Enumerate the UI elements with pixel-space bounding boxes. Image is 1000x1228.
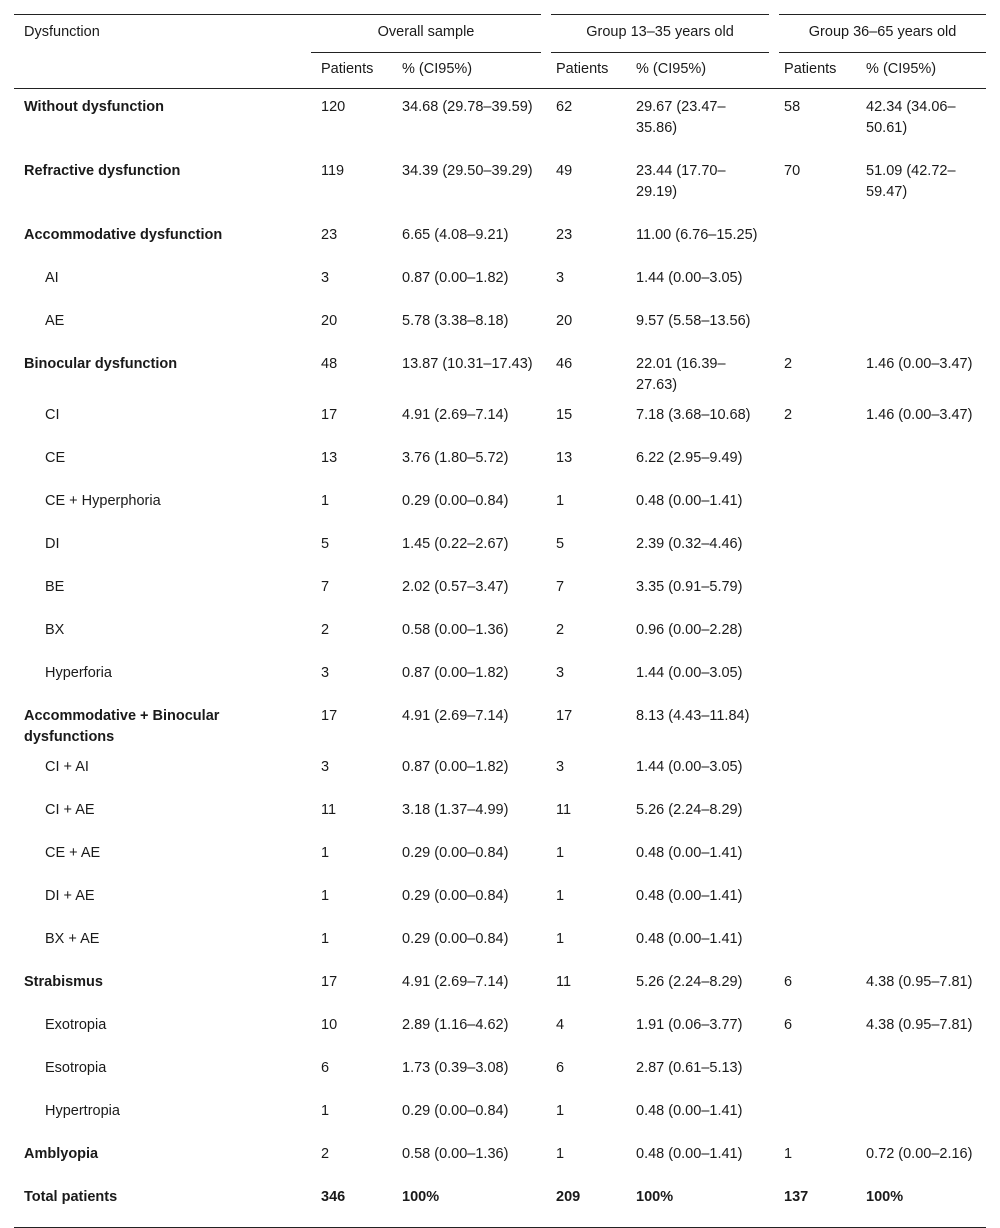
row-label: BE <box>45 579 65 595</box>
total-overall-pct: 100% <box>392 1179 546 1228</box>
table-row <box>14 612 986 655</box>
overall-patients: 3 <box>321 759 330 775</box>
table-row <box>14 217 986 260</box>
overall-patients: 3 <box>321 665 330 681</box>
group1-patients: 20 <box>556 313 573 329</box>
header-group-36-65: Group 36–65 years old <box>774 15 986 53</box>
group2-pct <box>856 1093 986 1136</box>
table-row <box>14 569 986 612</box>
group1-pct: 29.67 (23.47–35.86) <box>636 99 726 136</box>
overall-pct: 4.91 (2.69–7.14) <box>402 708 509 724</box>
group1-patients: 1 <box>556 845 565 861</box>
group2-pct: 51.09 (42.72–59.47) <box>866 163 956 200</box>
overall-pct: 1.73 (0.39–3.08) <box>402 1060 509 1076</box>
group2-patients: 6 <box>784 1017 793 1033</box>
overall-patients: 1 <box>321 493 330 509</box>
group1-patients: 3 <box>556 665 565 681</box>
table-row <box>14 1007 986 1050</box>
row-label: DI <box>45 536 60 552</box>
header-pct: % (CI95%) <box>626 53 774 89</box>
row-label: Binocular dysfunction <box>24 356 178 372</box>
group2-pct <box>856 921 986 964</box>
overall-pct: 0.87 (0.00–1.82) <box>402 270 509 286</box>
table-row <box>14 835 986 878</box>
overall-pct: 4.91 (2.69–7.14) <box>402 407 509 423</box>
total-row <box>14 1179 986 1228</box>
group1-patients: 11 <box>556 802 572 818</box>
overall-patients: 3 <box>321 270 330 286</box>
group1-pct: 0.48 (0.00–1.41) <box>636 1103 743 1119</box>
row-label: Hyperforia <box>45 665 112 681</box>
row-label: Accommodative dysfunction <box>24 227 223 243</box>
group2-patients <box>774 483 856 526</box>
table-row <box>14 346 986 397</box>
group1-pct: 1.44 (0.00–3.05) <box>636 665 743 681</box>
group2-patients <box>774 655 856 698</box>
overall-pct: 0.58 (0.00–1.36) <box>402 622 509 638</box>
row-label: CE + AE <box>45 845 101 861</box>
table-row <box>14 749 986 792</box>
header-group-13-35: Group 13–35 years old <box>546 15 774 53</box>
row-label: Exotropia <box>45 1017 107 1033</box>
row-label: Refractive dysfunction <box>24 163 181 179</box>
group2-patients <box>774 440 856 483</box>
group1-pct: 2.87 (0.61–5.13) <box>636 1060 743 1076</box>
group1-patients: 15 <box>556 407 573 423</box>
overall-pct: 0.29 (0.00–0.84) <box>402 888 509 904</box>
group2-patients <box>774 569 856 612</box>
table-row <box>14 89 986 154</box>
group1-pct: 0.48 (0.00–1.41) <box>636 493 743 509</box>
group1-patients: 7 <box>556 579 565 595</box>
table-row <box>14 698 986 749</box>
total-group1-pct: 100% <box>626 1179 774 1228</box>
overall-patients: 1 <box>321 845 330 861</box>
overall-patients: 6 <box>321 1060 330 1076</box>
table-row <box>14 1093 986 1136</box>
header-patients: Patients <box>311 53 392 89</box>
group2-patients: 2 <box>784 356 793 372</box>
group2-pct: 4.38 (0.95–7.81) <box>866 1017 973 1033</box>
table-row <box>14 303 986 346</box>
header-patients: Patients <box>774 53 856 89</box>
group2-pct <box>856 749 986 792</box>
group1-pct: 0.48 (0.00–1.41) <box>636 845 743 861</box>
overall-patients: 11 <box>321 802 337 818</box>
overall-patients: 48 <box>321 356 338 372</box>
group2-pct <box>856 440 986 483</box>
group2-pct <box>856 835 986 878</box>
overall-patients: 2 <box>321 1146 330 1162</box>
group1-patients: 1 <box>556 1146 565 1162</box>
table-header <box>14 15 986 89</box>
row-label: Hypertropia <box>45 1103 120 1119</box>
table-row <box>14 440 986 483</box>
group1-patients: 5 <box>556 536 565 552</box>
table-row <box>14 526 986 569</box>
overall-pct: 0.29 (0.00–0.84) <box>402 845 509 861</box>
overall-patients: 17 <box>321 407 338 423</box>
table-row <box>14 1136 986 1179</box>
overall-patients: 120 <box>321 99 346 115</box>
overall-pct: 0.29 (0.00–0.84) <box>402 493 509 509</box>
group2-pct <box>856 483 986 526</box>
group1-patients: 2 <box>556 622 565 638</box>
group1-patients: 46 <box>556 356 573 372</box>
overall-patients: 1 <box>321 1103 330 1119</box>
row-label: AE <box>45 313 65 329</box>
total-group1-patients: 209 <box>546 1179 626 1228</box>
group2-pct: 4.38 (0.95–7.81) <box>866 974 973 990</box>
group2-patients <box>774 303 856 346</box>
group2-pct <box>856 655 986 698</box>
overall-patients: 119 <box>321 163 345 179</box>
group1-pct: 7.18 (3.68–10.68) <box>636 407 751 423</box>
group2-pct <box>856 792 986 835</box>
group1-patients: 3 <box>556 759 565 775</box>
overall-patients: 1 <box>321 888 330 904</box>
table-row <box>14 921 986 964</box>
table-row <box>14 260 986 303</box>
row-label: CE <box>45 450 66 466</box>
group1-pct: 9.57 (5.58–13.56) <box>636 313 751 329</box>
group1-patients: 11 <box>556 974 572 990</box>
row-label: CI <box>45 407 60 423</box>
group1-patients: 13 <box>556 450 573 466</box>
group2-pct <box>856 569 986 612</box>
overall-patients: 13 <box>321 450 338 466</box>
table-row <box>14 655 986 698</box>
group1-pct: 0.96 (0.00–2.28) <box>636 622 743 638</box>
row-label: Accommodative + Binocular dysfunctions <box>24 708 220 745</box>
group1-pct: 0.48 (0.00–1.41) <box>636 1146 743 1162</box>
group1-patients: 3 <box>556 270 565 286</box>
group1-pct: 5.26 (2.24–8.29) <box>636 802 743 818</box>
overall-patients: 7 <box>321 579 330 595</box>
row-label: Esotropia <box>45 1060 107 1076</box>
group1-pct: 11.00 (6.76–15.25) <box>636 227 758 243</box>
group1-pct: 0.48 (0.00–1.41) <box>636 931 743 947</box>
group1-patients: 1 <box>556 493 565 509</box>
total-label: Total patients <box>14 1179 311 1228</box>
group1-pct: 1.44 (0.00–3.05) <box>636 759 743 775</box>
group2-pct <box>856 526 986 569</box>
table-row <box>14 878 986 921</box>
table-row <box>14 397 986 440</box>
group1-pct: 5.26 (2.24–8.29) <box>636 974 743 990</box>
row-label: BX <box>45 622 65 638</box>
group2-pct <box>856 612 986 655</box>
overall-pct: 0.29 (0.00–0.84) <box>402 1103 509 1119</box>
overall-pct: 4.91 (2.69–7.14) <box>402 974 509 990</box>
group2-patients: 70 <box>784 163 801 179</box>
table-row <box>14 483 986 526</box>
overall-pct: 2.02 (0.57–3.47) <box>402 579 509 595</box>
overall-pct: 5.78 (3.38–8.18) <box>402 313 509 329</box>
group2-patients <box>774 698 856 749</box>
total-overall-patients: 346 <box>311 1179 392 1228</box>
group2-patients <box>774 792 856 835</box>
table-row <box>14 792 986 835</box>
overall-pct: 3.76 (1.80–5.72) <box>402 450 509 466</box>
row-label: BX + AE <box>45 931 100 947</box>
row-label: CI + AE <box>45 802 95 818</box>
group1-pct: 1.91 (0.06–3.77) <box>636 1017 743 1033</box>
overall-patients: 2 <box>321 622 330 638</box>
overall-patients: 5 <box>321 536 330 552</box>
overall-pct: 6.65 (4.08–9.21) <box>402 227 509 243</box>
overall-pct: 34.68 (29.78–39.59) <box>402 99 533 115</box>
group2-pct <box>856 303 986 346</box>
group2-pct: 42.34 (34.06–50.61) <box>866 99 956 136</box>
row-label: Strabismus <box>24 974 103 990</box>
group1-pct: 3.35 (0.91–5.79) <box>636 579 743 595</box>
group1-patients: 1 <box>556 888 565 904</box>
overall-patients: 10 <box>321 1017 338 1033</box>
overall-pct: 34.39 (29.50–39.29) <box>402 163 533 179</box>
group2-patients <box>774 526 856 569</box>
group1-patients: 23 <box>556 227 573 243</box>
table-body <box>14 89 986 1228</box>
overall-patients: 20 <box>321 313 338 329</box>
overall-pct: 0.58 (0.00–1.36) <box>402 1146 509 1162</box>
group2-patients <box>774 921 856 964</box>
row-label: Without dysfunction <box>24 99 165 115</box>
group2-pct: 1.46 (0.00–3.47) <box>866 407 973 423</box>
group2-pct <box>856 260 986 303</box>
group1-patients: 62 <box>556 99 573 115</box>
group2-pct <box>856 1050 986 1093</box>
row-label: CI + AI <box>45 759 89 775</box>
group1-pct: 22.01 (16.39–27.63) <box>636 356 726 393</box>
group2-patients <box>774 749 856 792</box>
group1-patients: 17 <box>556 708 573 724</box>
header-dysfunction: Dysfunction <box>14 15 311 53</box>
overall-patients: 17 <box>321 708 338 724</box>
group2-pct: 0.72 (0.00–2.16) <box>866 1146 973 1162</box>
group2-pct <box>856 878 986 921</box>
group2-patients <box>774 612 856 655</box>
overall-pct: 3.18 (1.37–4.99) <box>402 802 509 818</box>
group1-patients: 1 <box>556 931 565 947</box>
overall-pct: 1.45 (0.22–2.67) <box>402 536 509 552</box>
table-row <box>14 153 986 217</box>
total-group2-pct: 100% <box>856 1179 986 1228</box>
group2-patients <box>774 260 856 303</box>
dysfunction-table-wrapper <box>14 14 986 1228</box>
group1-patients: 6 <box>556 1060 565 1076</box>
group1-pct: 0.48 (0.00–1.41) <box>636 888 743 904</box>
group2-patients <box>774 1093 856 1136</box>
header-group-overall: Overall sample <box>311 15 546 53</box>
group2-patients: 1 <box>784 1146 793 1162</box>
group2-patients: 6 <box>784 974 793 990</box>
overall-patients: 23 <box>321 227 338 243</box>
row-label: AI <box>45 270 59 286</box>
overall-pct: 13.87 (10.31–17.43) <box>402 356 533 372</box>
group1-pct: 23.44 (17.70–29.19) <box>636 163 726 200</box>
total-group2-patients: 137 <box>774 1179 856 1228</box>
dysfunction-table <box>14 14 986 1228</box>
group1-patients: 49 <box>556 163 573 179</box>
header-patients: Patients <box>546 53 626 89</box>
group1-patients: 4 <box>556 1017 565 1033</box>
group2-pct: 1.46 (0.00–3.47) <box>866 356 973 372</box>
overall-pct: 0.29 (0.00–0.84) <box>402 931 509 947</box>
group2-patients: 2 <box>784 407 793 423</box>
group2-patients <box>774 878 856 921</box>
overall-pct: 0.87 (0.00–1.82) <box>402 665 509 681</box>
overall-pct: 2.89 (1.16–4.62) <box>402 1017 509 1033</box>
table-row <box>14 964 986 1007</box>
header-pct: % (CI95%) <box>392 53 546 89</box>
group1-pct: 6.22 (2.95–9.49) <box>636 450 743 466</box>
group1-patients: 1 <box>556 1103 565 1119</box>
row-label: CE + Hyperphoria <box>45 493 161 509</box>
group2-patients <box>774 217 856 260</box>
group2-patients <box>774 1050 856 1093</box>
row-label: DI + AE <box>45 888 95 904</box>
group1-pct: 8.13 (4.43–11.84) <box>636 708 750 724</box>
overall-pct: 0.87 (0.00–1.82) <box>402 759 509 775</box>
group1-pct: 2.39 (0.32–4.46) <box>636 536 743 552</box>
group2-patients: 58 <box>784 99 801 115</box>
table-row <box>14 1050 986 1093</box>
header-pct: % (CI95%) <box>856 53 986 89</box>
overall-patients: 17 <box>321 974 338 990</box>
group1-pct: 1.44 (0.00–3.05) <box>636 270 743 286</box>
group2-pct <box>856 217 986 260</box>
overall-patients: 1 <box>321 931 330 947</box>
group2-pct <box>856 698 986 749</box>
header-blank <box>14 53 311 89</box>
row-label: Amblyopia <box>24 1146 99 1162</box>
group2-patients <box>774 835 856 878</box>
